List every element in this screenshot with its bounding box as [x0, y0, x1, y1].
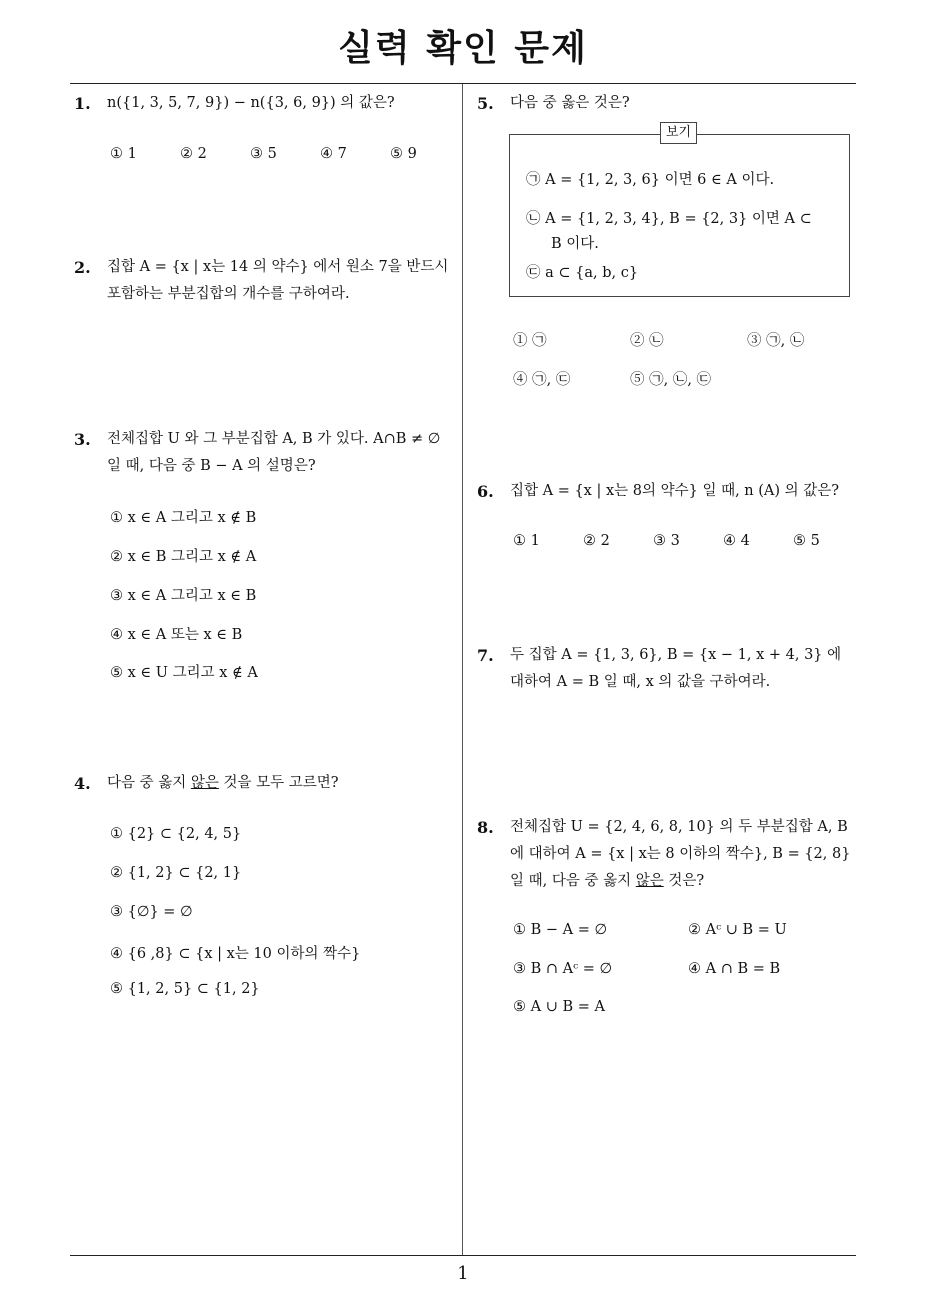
question-text-line: 대하여 A = B 일 때, x 의 값을 구하여라.	[510, 674, 771, 690]
choice-4: ④ ㉠, ㉢	[513, 372, 571, 388]
choice-2: ② ㉡	[630, 333, 664, 349]
question-number: 4.	[74, 774, 91, 793]
question-number: 3.	[74, 430, 91, 449]
question-2	[74, 254, 459, 308]
question-text-line	[510, 868, 862, 895]
question-number: 8.	[477, 818, 494, 837]
choice-4: ④ 4	[723, 533, 750, 549]
choice-5: ⑤ 9	[390, 146, 417, 162]
text-part: 다음 중 옳지	[107, 775, 191, 791]
choice-4: ④ {6 ,8} ⊂ {x | x는 10 이하의 짝수}	[110, 946, 361, 962]
question-text-line: 일 때, 다음 중 B − A 의 설명은?	[107, 458, 316, 474]
question-text-line: 집합 A = {x | x는 14 의 약수} 에서 원소 7을 반드시	[107, 259, 449, 275]
choice-1: ① 1	[513, 533, 540, 549]
question-text	[107, 770, 459, 797]
text-part: 것을 모두 고르면?	[218, 775, 339, 791]
question-number: 7.	[477, 646, 494, 665]
choice-5: ⑤ ㉠, ㉡, ㉢	[630, 372, 712, 388]
question-text-line: 전체집합 U 와 그 부분집합 A, B 가 있다. A∩B ≠ ∅	[107, 431, 441, 447]
choice-3: ③ 5	[250, 146, 277, 162]
choice-3: ③ x ∈ A 그리고 x ∈ B	[110, 588, 257, 604]
choice-2: ② Aᶜ ∪ B = U	[688, 922, 787, 938]
question-number: 1.	[74, 94, 91, 113]
question-number: 6.	[477, 482, 494, 501]
underlined-word: 않은	[190, 775, 219, 791]
question-4	[74, 770, 459, 797]
example-item-b: ㉡ A = {1, 2, 3, 4}, B = {2, 3} 이면 A ⊂	[526, 211, 812, 227]
choice-1: ① B − A = ∅	[513, 922, 608, 938]
bottom-rule	[70, 1255, 856, 1256]
choice-1: ① x ∈ A 그리고 x ∉ B	[110, 510, 257, 526]
choice-4: ④ A ∩ B = B	[688, 961, 781, 977]
question-7	[477, 642, 862, 696]
choice-1: ① 1	[110, 146, 137, 162]
question-8	[477, 814, 862, 895]
question-6	[477, 478, 862, 505]
top-rule	[70, 83, 856, 84]
choice-5: ⑤ {1, 2, 5} ⊂ {1, 2}	[110, 981, 260, 997]
page-number: 1	[457, 1263, 469, 1284]
choice-4: ④ 7	[320, 146, 347, 162]
example-item-b-cont: B 이다.	[551, 236, 599, 252]
choice-5: ⑤ x ∈ U 그리고 x ∉ A	[110, 665, 258, 681]
choice-5: ⑤ A ∪ B = A	[513, 999, 605, 1015]
underlined-word: 않은	[635, 873, 664, 889]
example-box	[509, 125, 850, 297]
question-5	[477, 90, 862, 117]
question-3	[74, 426, 459, 480]
choice-3: ③ B ∩ Aᶜ = ∅	[513, 961, 613, 977]
question-text: n({1, 3, 5, 7, 9}) − n({3, 6, 9}) 의 값은?	[107, 95, 395, 111]
choice-3: ③ 3	[653, 533, 680, 549]
question-1	[74, 90, 459, 117]
question-text-line: 두 집합 A = {1, 3, 6}, B = {x − 1, x + 4, 3} 에	[510, 647, 842, 663]
text-part: 것은?	[663, 873, 705, 889]
question-text-line: 전체집합 U = {2, 4, 6, 8, 10} 의 두 부분집합 A, B	[510, 819, 848, 835]
choice-2: ② x ∈ B 그리고 x ∉ A	[110, 549, 257, 565]
choice-1: ① {2} ⊂ {2, 4, 5}	[110, 826, 242, 842]
question-text-line: 포함하는 부분집합의 개수를 구하여라.	[107, 286, 350, 302]
question-text: 집합 A = {x | x는 8의 약수} 일 때, n (A) 의 값은?	[510, 483, 840, 499]
choice-2: ② 2	[583, 533, 610, 549]
question-number: 5.	[477, 94, 494, 113]
choice-4: ④ x ∈ A 또는 x ∈ B	[110, 627, 243, 643]
page-title: 실력 확인 문제	[338, 28, 588, 69]
question-number: 2.	[74, 258, 91, 277]
example-item-a: ㉠ A = {1, 2, 3, 6} 이면 6 ∈ A 이다.	[526, 172, 775, 188]
example-item-c: ㉢ a ⊂ {a, b, c}	[526, 265, 639, 281]
choice-3: ③ {∅} = ∅	[110, 904, 193, 920]
question-text: 다음 중 옳은 것은?	[510, 95, 630, 111]
choice-5: ⑤ 5	[793, 533, 820, 549]
choice-2: ② 2	[180, 146, 207, 162]
column-divider	[462, 84, 463, 1256]
choice-2: ② {1, 2} ⊂ {2, 1}	[110, 865, 242, 881]
example-box-label: 보기	[660, 122, 697, 144]
choice-1: ① ㉠	[513, 333, 547, 349]
question-text-line: 에 대하여 A = {x | x는 8 이하의 짝수}, B = {2, 8}	[510, 846, 851, 862]
text-part: 일 때, 다음 중 옳지	[510, 873, 636, 889]
choice-3: ③ ㉠, ㉡	[747, 333, 805, 349]
